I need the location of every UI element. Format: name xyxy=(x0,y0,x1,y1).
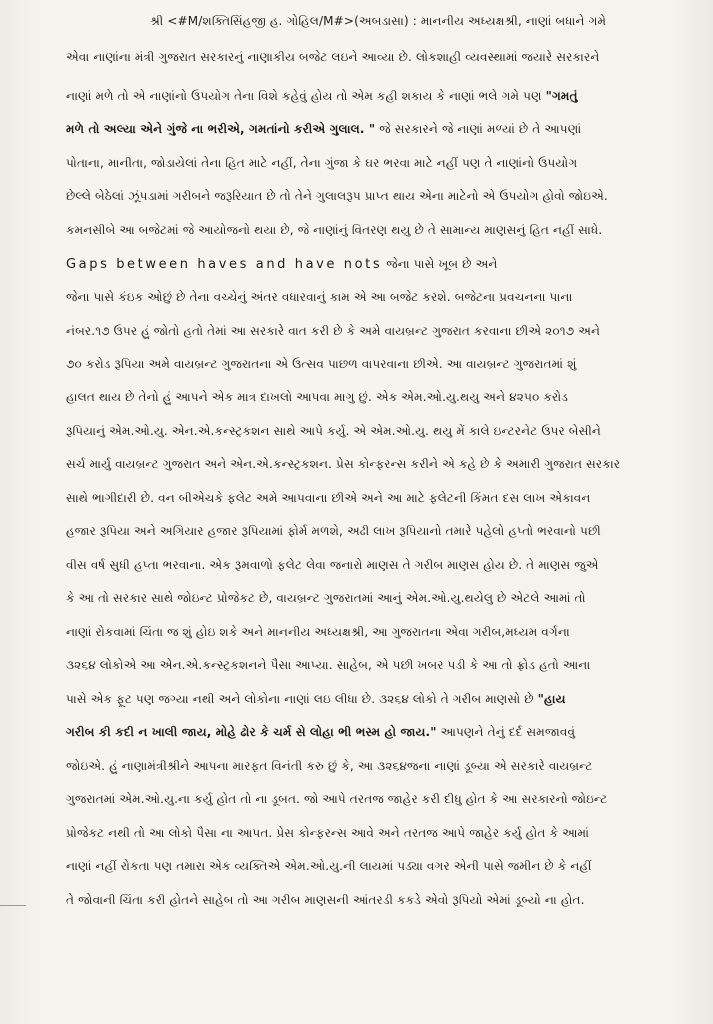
text-line xyxy=(66,724,694,740)
page-edge-mark xyxy=(0,905,26,906)
text-segment: છેલ્લે બેઠેલાં ઝૂંપડામાં ગરીબને જરૂરિયાત છે તો તેને ગુલાલરૂપ પ્રાપ્ત થાય એના માટેનો એ ઉપયોગ હોવો જોઇએ. xyxy=(66,189,608,203)
text-line xyxy=(66,49,694,65)
text-line xyxy=(66,188,694,204)
text-segment: હજાર રૂપિયા અને અગિયાર હજાર રૂપિયામાં ફોર્મ મળશે, અઢી લાખ રૂપિયાનો તમારે પહેલો હપ્તો ભરવાનો પછી xyxy=(66,524,601,538)
text-line xyxy=(66,557,694,573)
text-segment: એવા નાણાંના મંત્રી ગુજરાત સરકારનું નાણાકીય બજેટ લઇને આવ્યા છે. લોકશાહી વ્યવસ્થામાં જયારે સરકારને xyxy=(66,50,600,64)
text-segment: નાણાં રોકવામાં ચિંતા જ શું હોઇ શકે અને માનનીય અધ્યક્ષશ્રી, આ ગુજરાતના એવા ગરીબ,મધ્યમ વર્ગના xyxy=(66,625,570,639)
bold-quote-segment: "ગમતું xyxy=(545,89,578,103)
text-line xyxy=(66,858,694,874)
text-segment: જેના પાસે કંઇક ઓછું છે તેના વચ્ચેનું અંતર વધારવાનું કામ એ આ બજેટ કરશે. બજેટના પ્રવચનના પાના xyxy=(66,290,573,304)
text-segment: હાલત થાય છે તેનો હું આપને એક માત્ર દાખલો આપવા માગુ છું. એક એમ.ઓ.યુ.થયુ અને ૪૨૫૦ કરોડ xyxy=(66,390,569,404)
text-line xyxy=(66,691,694,707)
text-segment: કમનસીબે આ બજેટમાં જે આયોજનો થયા છે, જે નાણાંનું વિતરણ થયુ છે તે સામાન્ય માણસનું હિત નહીં સાધે. xyxy=(66,223,603,237)
english-phrase-segment: Gaps between haves and have nots xyxy=(66,257,383,272)
text-line xyxy=(66,289,694,305)
text-line xyxy=(66,389,694,405)
text-segment: નાણાં મળે તો એ નાણાંનો ઉપયોગ તેના વિશે કહેવું હોય તો એમ કહી શકાય કે નાણાં ભલે ગમે પણ xyxy=(66,89,546,103)
bold-quote-segment: "હાય xyxy=(537,692,566,706)
text-line xyxy=(66,624,694,640)
text-segment: આપણને તેનું દર્દ સમજાવવું xyxy=(436,725,576,739)
text-segment: જેના પાસે ખૂબ છે અને xyxy=(382,257,498,271)
text-segment: ૩૨૬૪ લોકોએ આ એન.એ.કન્સ્ટ્રકશનને પૈસા આપ્યા. સાહેબ, એ પછી ખબર પડી કે આ તો ફ્રોડ હતો આના xyxy=(66,658,591,672)
text-line xyxy=(66,423,694,439)
text-segment: કે આ તો સરકાર સાથે જોઇન્ટ પ્રોજેકટ છે, વાયબ્રન્ટ ગુજરાતમાં આનું એમ.ઓ.યુ.થયેલુ છે એટલે આમાં તો xyxy=(66,591,586,605)
text-line xyxy=(150,13,694,29)
text-segment: તે જોવાની ચિંતા કરી હોતને સાહેબ તો આ ગરીબ માણસની આંતરડી કકડે એવો રૂપિયો એમાં ડૂબ્યો ના હોત. xyxy=(66,893,585,907)
text-line xyxy=(66,791,694,807)
text-segment: વીસ વર્ષ સુધી હપ્તા ભરવાના. એક રૂમવાળો ફલેટ લેવા જનારો માણસ તે ગરીબ માણસ હોય છે. તે માણસ જુએ xyxy=(66,558,599,572)
text-segment: પોતાના, માનીતા, જોડાયેલાં તેના હિત માટે નહીં, તેના ગુંજા કે ઘર ભરવા માટે નહીં પણ તે નાણાંનો ઉપયોગ xyxy=(66,156,578,170)
text-line xyxy=(66,121,694,137)
text-segment: પાસે એક ફૂટ પણ જગ્યા નથી અને લોકોના નાણાં લઇ લીધા છે. ૩૨૬૪ લોકો તે ગરીબ માણસો છે xyxy=(66,692,538,706)
text-line xyxy=(66,892,694,908)
bold-quote-segment: મળે તો અલ્યા એને ગુંજે ના ભરીએ, ગમતાંનો કરીએ ગુલાલ. " xyxy=(66,122,376,136)
text-line xyxy=(66,256,694,273)
text-segment: ૭૦ કરોડ રૂપિયા અમે વાયબ્રન્ટ ગુજરાતના એ ઉત્સવ પાછળ વાપરવાના છીએ. આ વાયબ્રન્ટ ગુજરાતમાં શું xyxy=(66,357,577,371)
text-line xyxy=(66,356,694,372)
bold-quote-segment: ગરીબ કી કદી ન ખાલી જાય, મોહે ઢોર કે ચર્મ સે લોહા ભી ભસ્મ હો જાય." xyxy=(66,725,437,739)
text-segment: પ્રોજેકટ નથી તો આ લોકો પૈસા ના આપત. પ્રેસ કોન્ફરન્સ આવે અને તરતજ આપે જાહેર કર્યુ હોત કે આમાં xyxy=(66,826,590,840)
text-segment: સર્ચ માર્યુ વાયબ્રન્ટ ગુજરાત અને એન.એ.કન્સ્ટ્રકશન. પ્રેસ કોન્ફરન્સ કરીને એ કહે છે કે અમારી ગુજરાત સરકાર xyxy=(66,457,621,471)
text-segment: જોઇએ. હું નાણામંત્રીશ્રીને આપના મારફત વિનંતી કરુ છું કે, આ ૩૨૬૪જના નાણાં ડૂબ્યા એ સરકારે વાયબ્રન્ટ xyxy=(66,759,593,773)
text-segment: ગુજરાતમાં એમ.ઓ.યુ.ના કર્યુ હોત તો ના ડૂબત. જો આપે તરતજ જાહેર કરી દીધુ હોત કે આ સરકારનો જોઇન્ટ xyxy=(66,792,608,806)
text-segment: રૂપિયાનું એમ.ઓ.યુ. એન.એ.કન્સ્ટ્રકશન સાથે આપે કર્યુ. એ એમ.ઓ.યુ. થયુ મેં કાલે ઇન્ટરનેટ ઉપર બેસીને xyxy=(66,424,601,438)
text-line xyxy=(66,155,694,171)
text-segment: નાણાં નહીં રોકતા પણ તમારા એક વ્યક્તિએ એમ.ઓ.યુ.ની લાયમાં પડ્યા વગર એની પાસે જમીન છે કે નહીં xyxy=(66,859,592,873)
text-line xyxy=(66,825,694,841)
text-line xyxy=(66,657,694,673)
text-line xyxy=(66,523,694,539)
text-segment: શ્રી <#M/શક્તિસિંહજી હ. ગોહિલ/M#>(અબડાસા) : માનનીય અધ્યક્ષશ્રી, નાણાં બધાને ગમે xyxy=(150,14,607,28)
text-line xyxy=(66,758,694,774)
text-line xyxy=(66,590,694,606)
text-line xyxy=(66,456,694,472)
text-line xyxy=(66,88,694,104)
text-segment: જે સરકારને જે નાણાં મળ્યાં છે તે આપણાં xyxy=(375,122,582,136)
text-line xyxy=(66,490,694,506)
text-line xyxy=(66,323,694,339)
text-segment: નંબર.૧૭ ઉપર હું જોતો હતો તેમાં આ સરકારે વાત કરી છે કે અમે વાયબ્રન્ટ ગુજરાત કરવાના છીએ ૨૦૧૭ અને xyxy=(66,324,601,338)
text-segment: સાથે ભાગીદારી છે. વન બીએચકે ફલેટ અમે આપવાના છીએ અને આ માટે ફલેટની કિંમત દસ લાખ એકાવન xyxy=(66,491,591,505)
text-line xyxy=(66,222,694,238)
